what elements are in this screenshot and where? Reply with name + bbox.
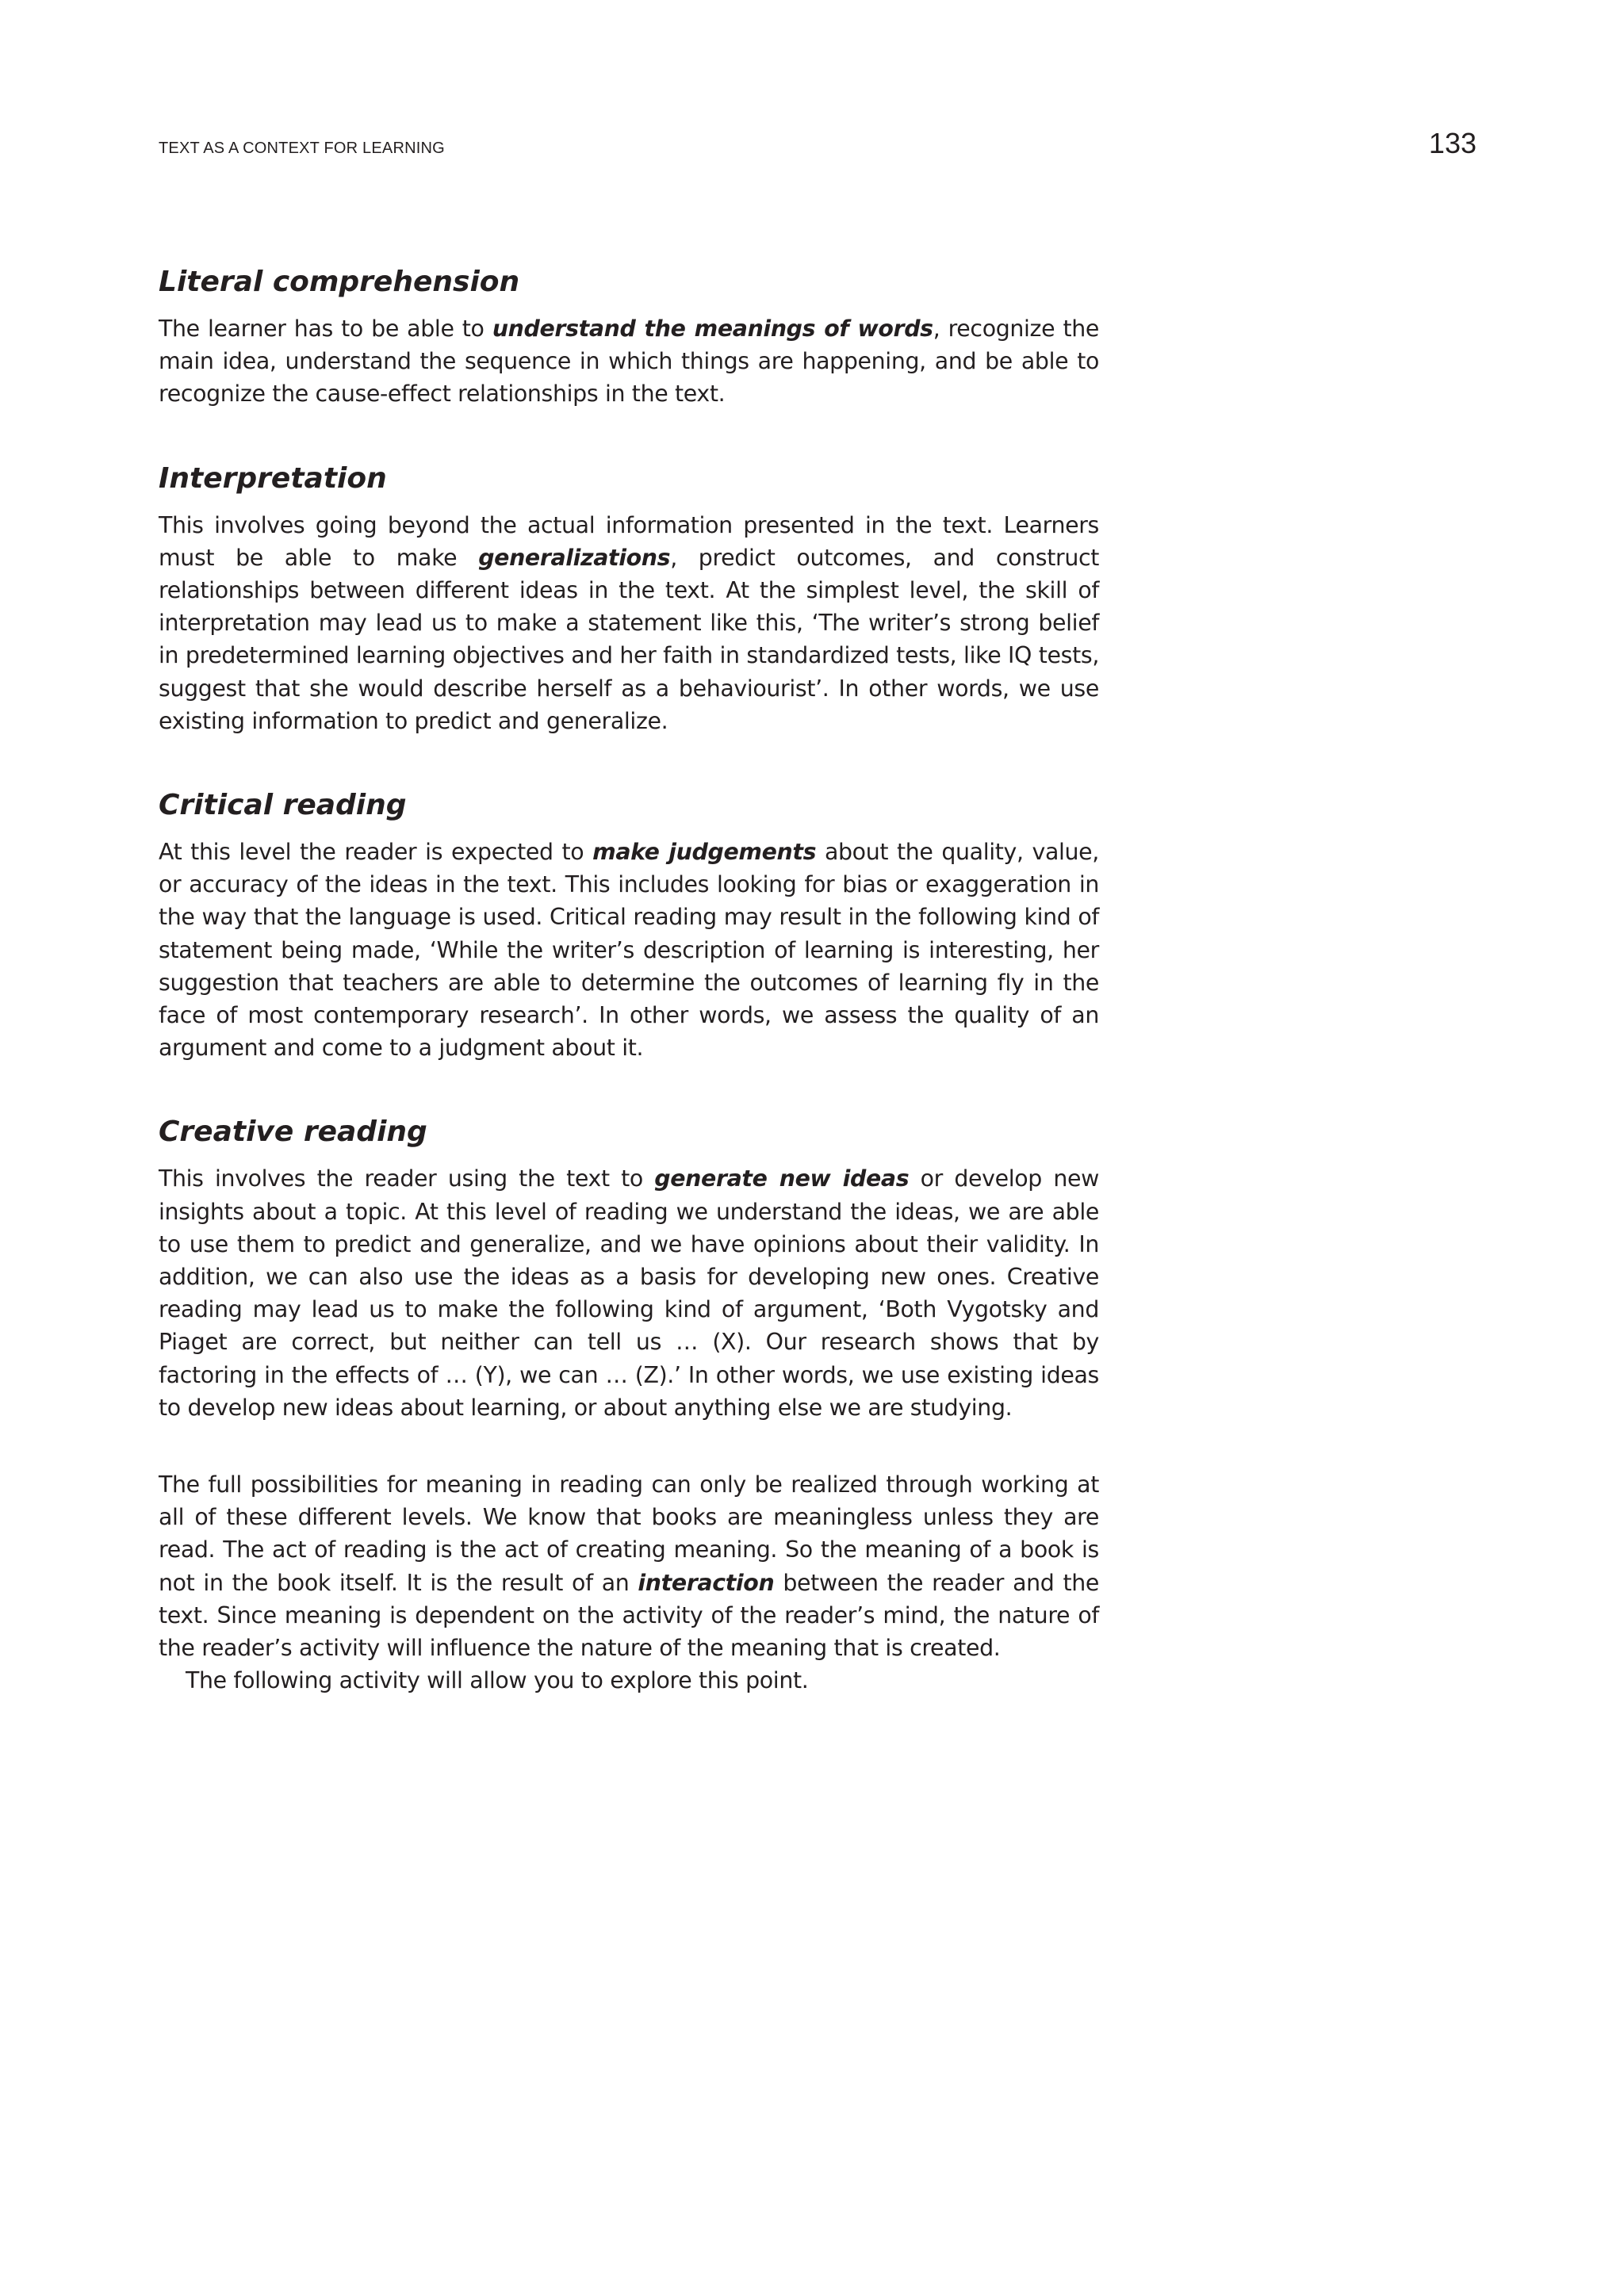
- section-paragraph: [159, 509, 1099, 737]
- paragraph-text: about the quality, value, or accuracy of the ideas in the text. This includes looking for bias or exaggeration in the way that the language is used. Critical reading may result in the following kind of statement being made, ‘While the writer’s description of learning is interesting, her suggestion that teachers are able to determine the outcomes of learning fly in the face of most contemporary research’. In other words, we assess the quality of an argument and come to a judgment about it.: [159, 839, 1099, 1062]
- emphasis-text: interaction: [638, 1569, 775, 1596]
- section-heading: Interpretation: [159, 461, 387, 495]
- section-critical-reading: [159, 782, 1099, 1064]
- paragraph-text: At this level the reader is expected to: [159, 839, 593, 866]
- section-heading: Literal comprehension: [159, 266, 520, 298]
- paragraph-text: , predict outcomes, and construct relationships between different ideas in the text. At the simplest level, the skill of interpretation may lead us to make a statement like this, ‘The writer’s strong belief in predetermined learning objectives and her faith in standardized tests, like IQ tests, suggest that she would describe herself as a behaviourist’. In other words, we use existing information to predict and generalize.: [159, 544, 1100, 734]
- page-body: [159, 258, 1099, 1697]
- closing-paragraph: [159, 1468, 1099, 1664]
- emphasis-text: generalizations: [478, 544, 671, 571]
- paragraph-text: This involves going beyond the actual information presented in the text. Learners must be able to make: [159, 511, 1099, 571]
- paragraph-text: The learner has to be able to: [159, 316, 492, 342]
- section-literal-comprehension: [159, 258, 1099, 411]
- section-paragraph: [159, 312, 1099, 411]
- running-head: TEXT AS A CONTEXT FOR LEARNING: [159, 140, 445, 157]
- emphasis-text: understand the meanings of words: [492, 316, 933, 342]
- paragraph-text: , recognize the main idea, understand the sequence in which things are happening, and be able to recognize the cause-effect relationships in the text.: [159, 316, 1099, 408]
- closing-block: [159, 1468, 1099, 1697]
- paragraph-text: or develop new insights about a topic. At this level of reading we understand the ideas, we are able to use them to predict and generalize, and we have opinions about their validity. In addition, we can also use the ideas as a basis for developing new ones. Creative reading may lead us to make the following kind of argument, ‘Both Vygotsky and Piaget are correct, but neither can tell us … (X). Our research shows that by factoring in the effects of … (Y), we can … (Z).’ In other words, we use existing ideas to develop new ideas about learning, or about anything else we are studying.: [159, 1165, 1099, 1421]
- section-heading: Critical reading: [159, 789, 407, 822]
- section-creative-reading: [159, 1108, 1099, 1424]
- page-number: 133: [1428, 127, 1477, 159]
- section-interpretation: [159, 455, 1099, 737]
- emphasis-text: generate new ideas: [654, 1165, 910, 1192]
- paragraph-text: between the reader and the text. Since meaning is dependent on the activity of the reader’s mind, the nature of the reader’s activity will influence the nature of the meaning that is created.: [159, 1569, 1099, 1662]
- emphasis-text: make judgements: [592, 839, 817, 866]
- paragraph-text: This involves the reader using the text to: [159, 1165, 655, 1192]
- section-heading: Creative reading: [159, 1115, 427, 1149]
- section-paragraph: [159, 836, 1099, 1064]
- section-paragraph: [159, 1162, 1099, 1424]
- paragraph-text: The full possibilities for meaning in reading can only be realized through working at all of these different levels. We know that books are meaningless unless they are read. The act of reading is the act of creating meaning. So the meaning of a book is not in the book itself. It is the result of an: [159, 1471, 1099, 1596]
- closing-paragraph-indented: The following activity will allow you to explore this point.: [186, 1667, 809, 1694]
